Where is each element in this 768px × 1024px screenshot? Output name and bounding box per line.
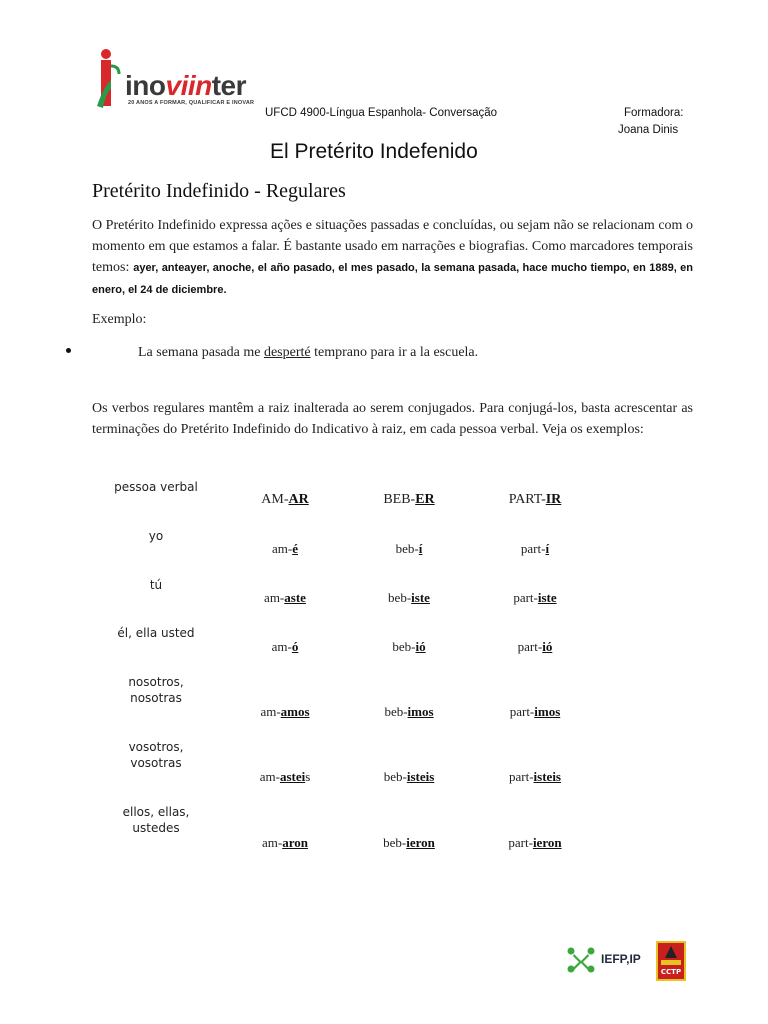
person-el: él, ella usted: [117, 626, 195, 640]
page-title: El Pretérito Indefenido: [270, 140, 478, 163]
person-header: pessoa verbal: [114, 480, 198, 494]
form-tu-er: beb-iste: [388, 590, 430, 605]
form-nosotros-ir: part-imos: [509, 704, 561, 719]
explanation-paragraph: Os verbos regulares mantêm a raiz inalterada ao serem conjugados. Para conjugá-los, basta acrescentar as terminações do Pretérito Indefinido do Indicativo à raiz, em cada pessoa verbal. Veja os exemplos:: [92, 401, 693, 437]
logo-tagline: 20 ANOS A FORMAR, QUALIFICAR E INOVAR: [128, 100, 255, 106]
form-yo-ar: am-é: [272, 541, 298, 556]
bullet-icon: [66, 348, 71, 353]
intro-paragraph: [92, 215, 693, 301]
form-el-ar: am-ó: [271, 639, 299, 654]
form-vosotros-ir: part-isteis: [509, 769, 561, 784]
cctp-label: CCTP: [660, 968, 682, 976]
iefp-label: IEFP,IP: [601, 952, 641, 966]
verb-header-er: BEB-ER: [383, 492, 435, 507]
example-verb: desperté: [263, 345, 311, 360]
example-after: temprano para ir a la escuela.: [310, 345, 479, 360]
person-tu: tú: [149, 578, 163, 592]
form-yo-er: beb-í: [395, 541, 423, 556]
section-title: Pretérito Indefinido - Regulares: [92, 180, 346, 202]
form-ellos-ar: am-aron: [262, 835, 308, 850]
verb-header-ir: PART-IR: [508, 492, 562, 507]
logo-wordmark: inoviinter: [125, 70, 247, 101]
form-nosotros-ar: am-amos: [260, 704, 310, 719]
form-tu-ir: part-iste: [513, 590, 557, 605]
form-vosotros-er: beb-isteis: [383, 769, 435, 784]
form-ellos-ir: part-ieron: [508, 835, 562, 850]
intro-text: O Pretérito Indefinido expressa ações e situações passadas e concluídas, ou sejam não se relacionam com o momento em que estamos a falar. É bastante usado em narrações e biografias. Como marcadores temporais temos:: [92, 218, 693, 275]
example-sentence: [138, 345, 478, 361]
trainer-name: Joana Dinis: [618, 124, 679, 136]
time-markers: ayer, anteayer, anoche, el año pasado, el mes pasado, la semana pasada, hace mucho tiempo, en 1889, en enero, el 24 de diciembre.: [92, 262, 694, 296]
form-vosotros-ar: am-asteis: [259, 769, 311, 784]
example-before: La semana pasada me: [138, 345, 264, 360]
form-ellos-er: beb-ieron: [383, 835, 435, 850]
form-tu-ar: am-aste: [264, 590, 306, 605]
course-title: UFCD 4900-Língua Espanhola- Conversação: [265, 107, 498, 119]
trainer-label: Formadora:: [624, 107, 684, 119]
person-yo: yo: [148, 529, 164, 543]
person-ellos: ellos, ellas, ustedes: [122, 805, 190, 835]
form-yo-ir: part-í: [520, 541, 550, 556]
person-vosotros: vosotros, vosotras: [128, 740, 184, 770]
form-el-er: beb-ió: [392, 639, 426, 654]
form-el-ir: part-ió: [517, 639, 553, 654]
form-nosotros-er: beb-imos: [384, 704, 434, 719]
verb-header-ar: AM-AR: [261, 492, 309, 507]
example-label: Exemplo:: [92, 312, 147, 327]
person-nosotros: nosotros, nosotras: [128, 675, 184, 705]
